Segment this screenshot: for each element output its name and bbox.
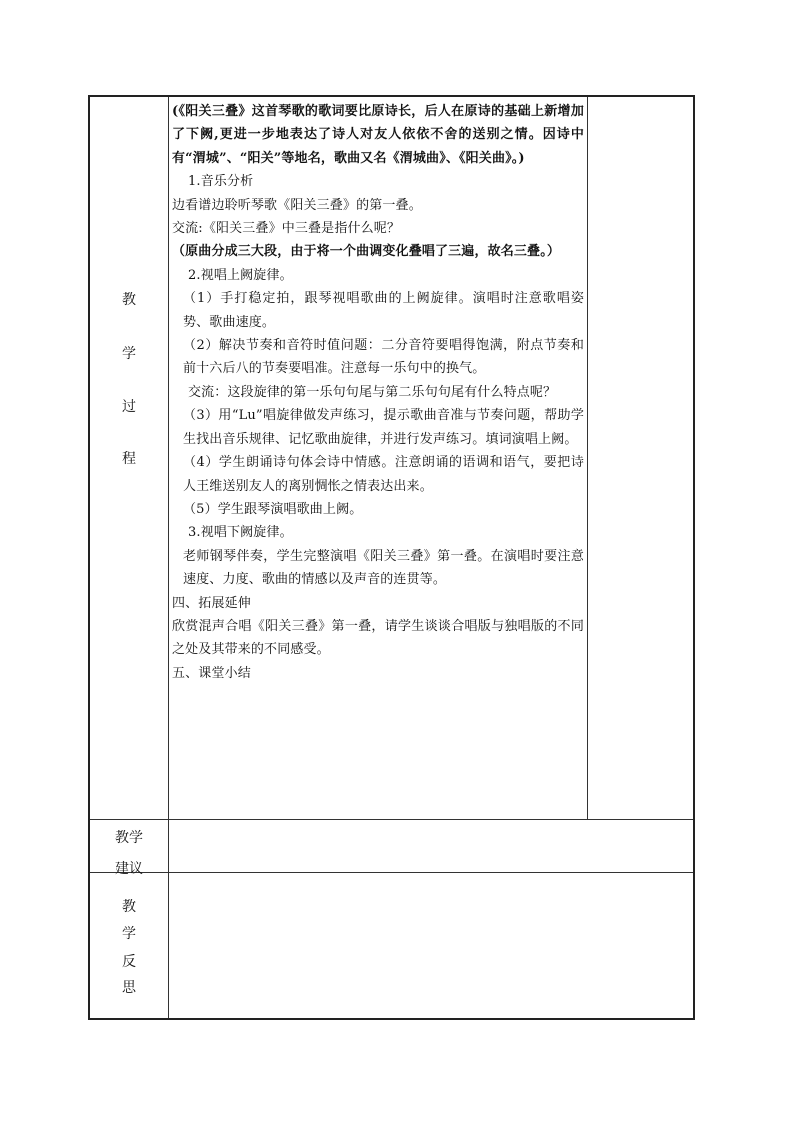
reflection-label-char-2: 学 xyxy=(122,926,136,942)
paragraph-extension-heading: 四、拓展延伸 xyxy=(172,595,251,611)
process-content xyxy=(172,100,584,685)
paragraph-listen: 边看谱边聆听琴歌《阳关三叠》的第一叠。 xyxy=(172,197,422,213)
paragraph-step-1: （1）手打稳定拍，跟琴视唱歌曲的上阙旋律。演唱时注意歌唱姿势、歌曲速度。 xyxy=(183,291,584,330)
paragraph-music-analysis: 1.音乐分析 xyxy=(188,174,254,190)
right-column-divider xyxy=(587,97,588,819)
paragraph-step-3: （3）用“Lu”唱旋律做发声练习，提示歌曲音准与节奏问题，帮助学生找出音乐规律、记忆歌曲旋律，并进行发声练习。填词演唱上阙。 xyxy=(183,408,584,447)
lesson-plan-table xyxy=(88,95,695,1020)
suggestion-label-line-2: 建议 xyxy=(115,861,143,877)
suggestion-label xyxy=(90,827,168,880)
paragraph-piano-accompany: 老师钢琴伴奏，学生完整演唱《阳关三叠》第一叠。在演唱时要注意速度、力度、歌曲的情感以及声音的连贯等。 xyxy=(183,548,584,588)
reflection-label-char-3: 反 xyxy=(122,954,136,970)
paragraph-discuss-2: 交流：这段旋律的第一乐句句尾与第二乐句句尾有什么特点呢？ xyxy=(188,384,557,400)
paragraph-step-2: （2）解决节奏和音符时值问题：二分音符要唱得饱满，附点节奏和前十六后八的节奏要唱准。注意每一乐句中的换气。 xyxy=(183,338,584,377)
reflection-label-char-1: 教 xyxy=(122,899,136,915)
paragraph-intro: (《阳关三叠》这首琴歌的歌词要比原诗长，后人在原诗的基础上新增加了下阙,更进一步地表达了诗人对友人依依不舍的送别之情。因诗中有“渭城”、“阳关”等地名，歌曲又名《渭城曲》、《阳关曲》。) xyxy=(172,104,584,166)
reflection-label-char-4: 思 xyxy=(122,980,136,996)
process-label-char-2: 学 xyxy=(122,346,136,362)
suggestion-label-line-1: 教学 xyxy=(115,830,143,846)
row-divider-1 xyxy=(90,819,693,820)
paragraph-step-4: （4）学生朗诵诗句体会诗中情感。注意朗诵的语调和语气，要把诗人王维送别友人的离别惆怅之情表达出来。 xyxy=(183,455,584,494)
paragraph-answer: （原曲分成三大段，由于将一个曲调变化叠唱了三遍，故名三叠。） xyxy=(172,244,561,260)
paragraph-sight-sing-upper: 2.视唱上阙旋律。 xyxy=(188,267,293,283)
label-column-divider xyxy=(168,97,169,1018)
paragraph-discuss-1: 交流:《阳关三叠》中三叠是指什么呢？ xyxy=(172,221,401,237)
process-label-char-4: 程 xyxy=(122,451,136,467)
process-label-char-3: 过 xyxy=(122,399,136,415)
process-label-char-1: 教 xyxy=(122,292,136,308)
paragraph-summary-heading: 五、课堂小结 xyxy=(172,665,251,681)
paragraph-step-5: （5）学生跟琴演唱歌曲上阙。 xyxy=(183,501,363,517)
row-divider-2 xyxy=(90,872,693,873)
paragraph-extension: 欣赏混声合唱《阳关三叠》第一叠，请学生谈谈合唱版与独唱版的不同之处及其带来的不同感受。 xyxy=(172,618,584,658)
paragraph-sight-sing-lower: 3.视唱下阙旋律。 xyxy=(188,525,293,541)
